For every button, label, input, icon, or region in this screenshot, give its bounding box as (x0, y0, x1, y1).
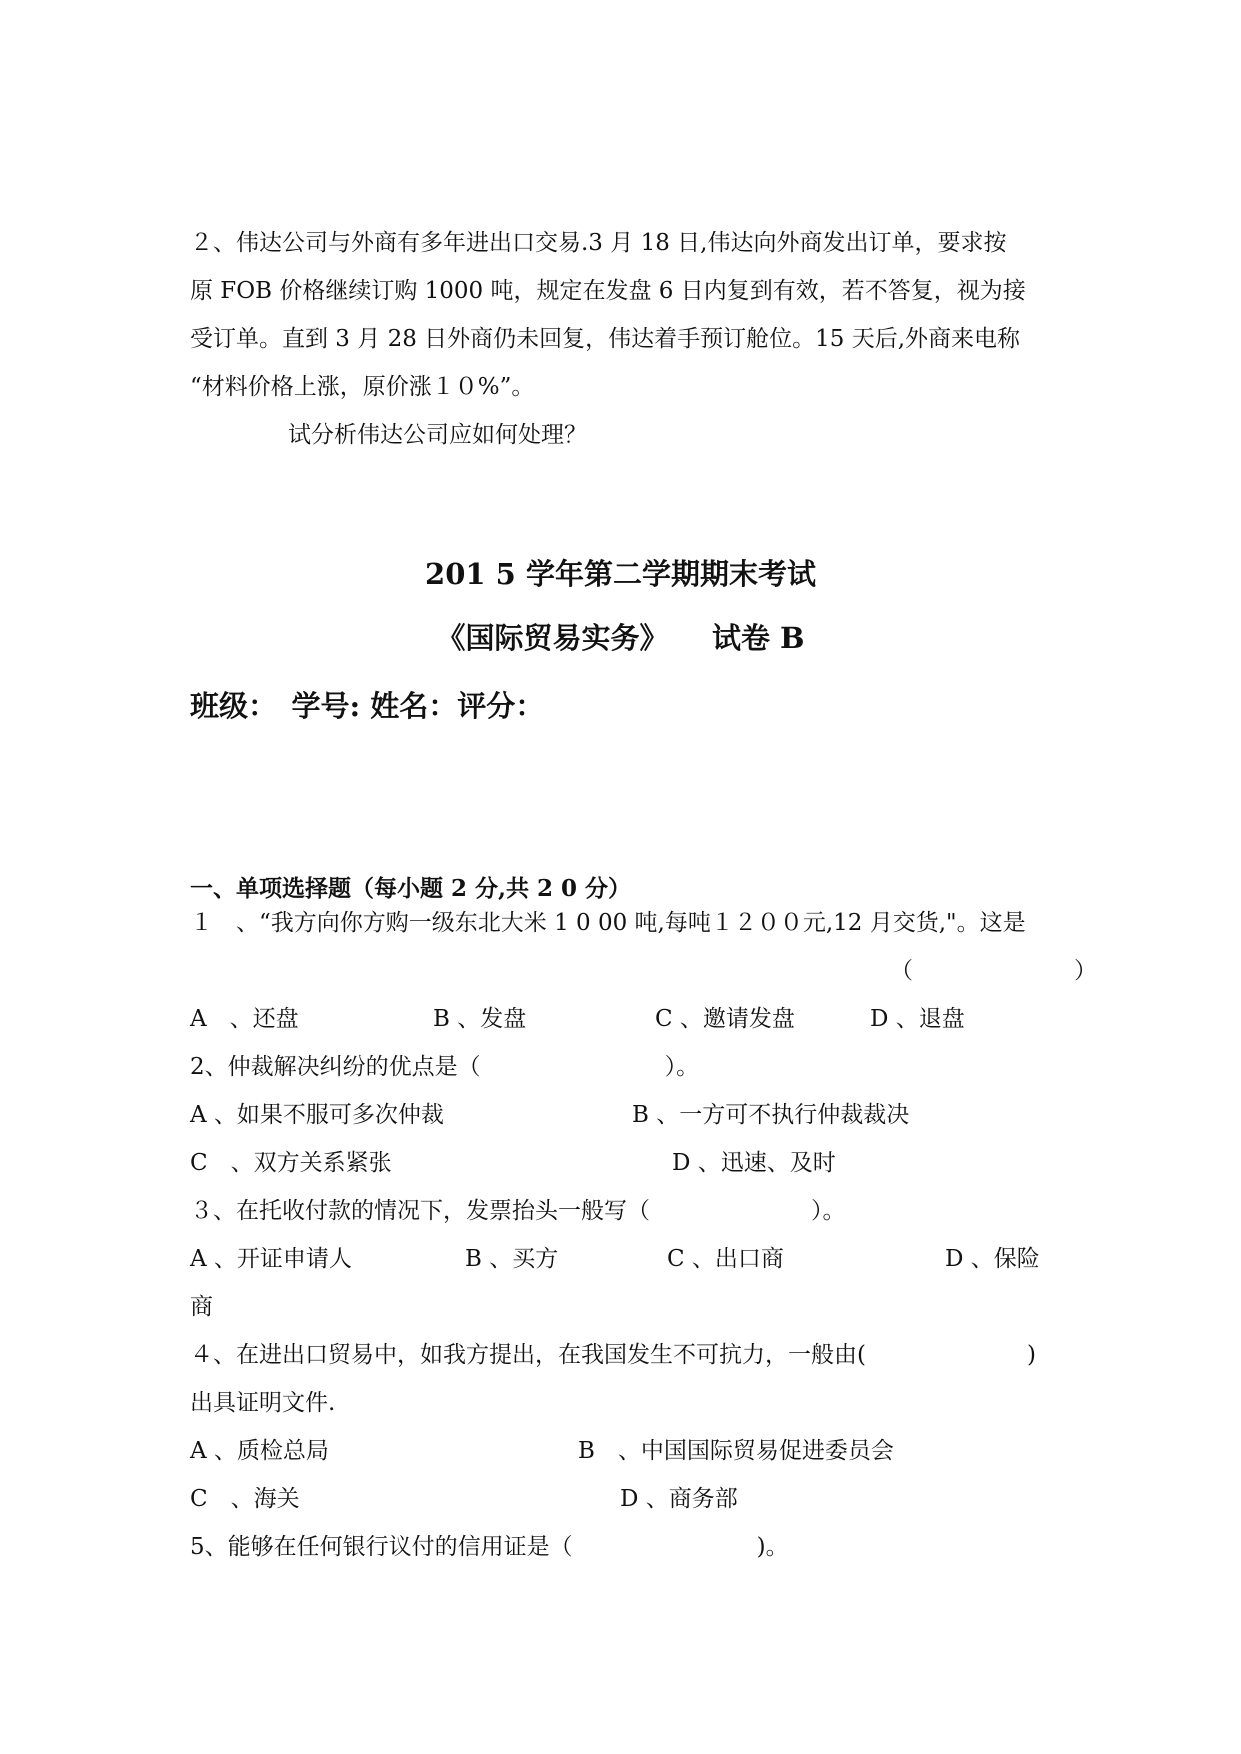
q1-option-c: C 、邀请发盘 (655, 1006, 795, 1032)
case-question: 试分析伟达公司应如何处理？ (288, 422, 587, 448)
q4-text: ４、在进出口贸易中，如我方提出，在我国发生不可抗力，一般由( ) (190, 1342, 1036, 1368)
q4-option-a: A 、质检总局 (190, 1438, 329, 1464)
q4-option-d: D 、商务部 (620, 1486, 738, 1512)
section-heading: 一、单项选择题（每小题 2 分,共 2 0 分） (190, 875, 632, 902)
q3-option-c: C 、出口商 (667, 1246, 784, 1272)
q4-option-b: B 、中国国际贸易促进委员会 (578, 1438, 894, 1464)
q3-option-b: B 、买方 (465, 1246, 559, 1272)
q2-option-d: D 、迅速、及时 (672, 1150, 836, 1176)
q2-option-b: B 、一方可不执行仲裁裁决 (632, 1102, 910, 1128)
q3-option-d: D 、保险 (945, 1246, 1040, 1272)
exam-subtitle: 《国际贸易实务》 试卷 B (436, 621, 805, 655)
q3-option-d-wrap: 商 (190, 1294, 213, 1320)
student-info: 班级： 学号: 姓名：评分： (190, 689, 545, 723)
q4-option-c: C 、海关 (190, 1486, 300, 1512)
q1-paren: （ ） (890, 958, 1097, 984)
q3-text: ３、在托收付款的情况下，发票抬头一般写（ ）。 (190, 1198, 846, 1224)
q2-text: 2、仲裁解决纠纷的优点是（ ）。 (190, 1054, 700, 1080)
q5-text: 5、能够在任何银行议付的信用证是（ )。 (190, 1534, 789, 1560)
q2-option-a: A 、如果不服可多次仲裁 (190, 1102, 444, 1128)
q3-option-a: A 、开证申请人 (190, 1246, 352, 1272)
q1-option-b: B 、发盘 (433, 1006, 527, 1032)
case-line-1: ２、伟达公司与外商有多年进出口交易.3 月 18 日,伟达向外商发出订单，要求按 (190, 230, 1007, 256)
q2-option-c: C 、双方关系紧张 (190, 1150, 392, 1176)
case-line-4: “材料价格上涨，原价涨１０%”。 (190, 374, 535, 400)
case-line-3: 受订单。直到 3 月 28 日外商仍未回复，伟达着手预订舱位。15 天后,外商来电称 (190, 326, 1021, 352)
q1-text: １ 、“我方向你方购一级东北大米 1 0 00 吨,每吨１２００元,12 月交货,"。这是 (190, 910, 1026, 936)
q1-option-d: D 、退盘 (870, 1006, 965, 1032)
exam-title: 201 5 学年第二学期期末考试 (425, 557, 816, 591)
case-line-2: 原 FOB 价格继续订购 1000 吨，规定在发盘 6 日内复到有效，若不答复，视为接 (190, 278, 1026, 304)
q1-option-a: A 、还盘 (190, 1006, 299, 1032)
q4-text-2: 出具证明文件. (190, 1390, 336, 1416)
